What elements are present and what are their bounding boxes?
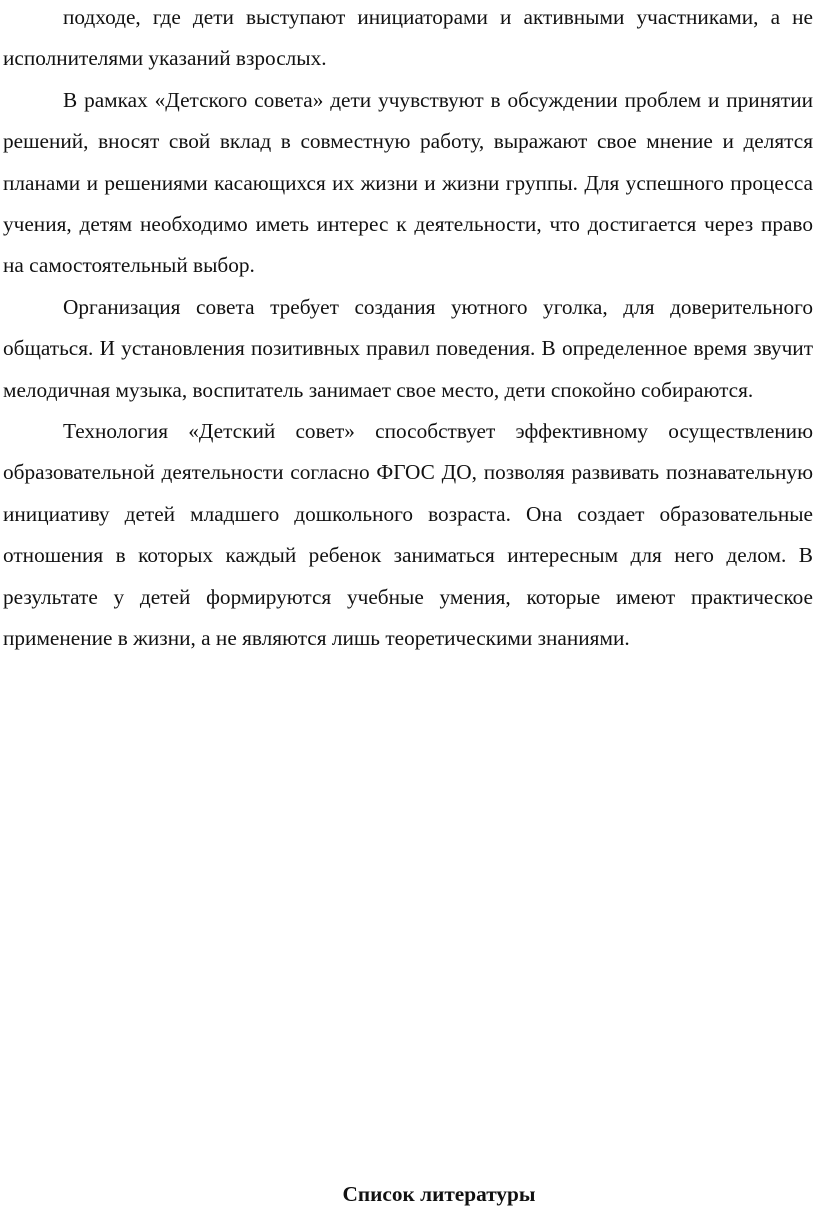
paragraph-technology: Технология «Детский совет» способствует эффективному осуществлению образовательной деятельности согласно ФГОС ДО, позволяя развивать познавательную инициативу детей младшего дошкольного возраста. Она создает образовательные отношения в которых каждый ребенок заниматься интересным для него делом. В результате у детей формируются учебные умения, которые имеют практическое применение в жизни, а не являются лишь теоретическими знаниями. xyxy=(3,419,813,651)
paragraph-detsky-sovet: В рамках «Детского совета» дети учувствуют в обсуждении проблем и принятии решений, вносят свой вклад в совместную работу, выражают свое мнение и делятся планами и решениями касающихся их жизни и жизни группы. Для успешного процесса учения, детям необходимо иметь интерес к деятельности, что достигается через право на самостоятельный выбор. xyxy=(3,87,813,278)
section-heading-references: Список литературы xyxy=(342,1182,536,1206)
paragraph-organization: Организация совета требует создания уютного уголка, для доверительного общаться. И установления позитивных правил поведения. В определенное время звучит мелодичная музыка, воспитатель занимает свое место, дети спокойно собираются. xyxy=(3,294,813,402)
body-text xyxy=(3,0,813,660)
paragraph-continuation: подходе, где дети выступают инициаторами и активными участниками, а не исполнителями указаний взрослых. xyxy=(3,5,813,71)
